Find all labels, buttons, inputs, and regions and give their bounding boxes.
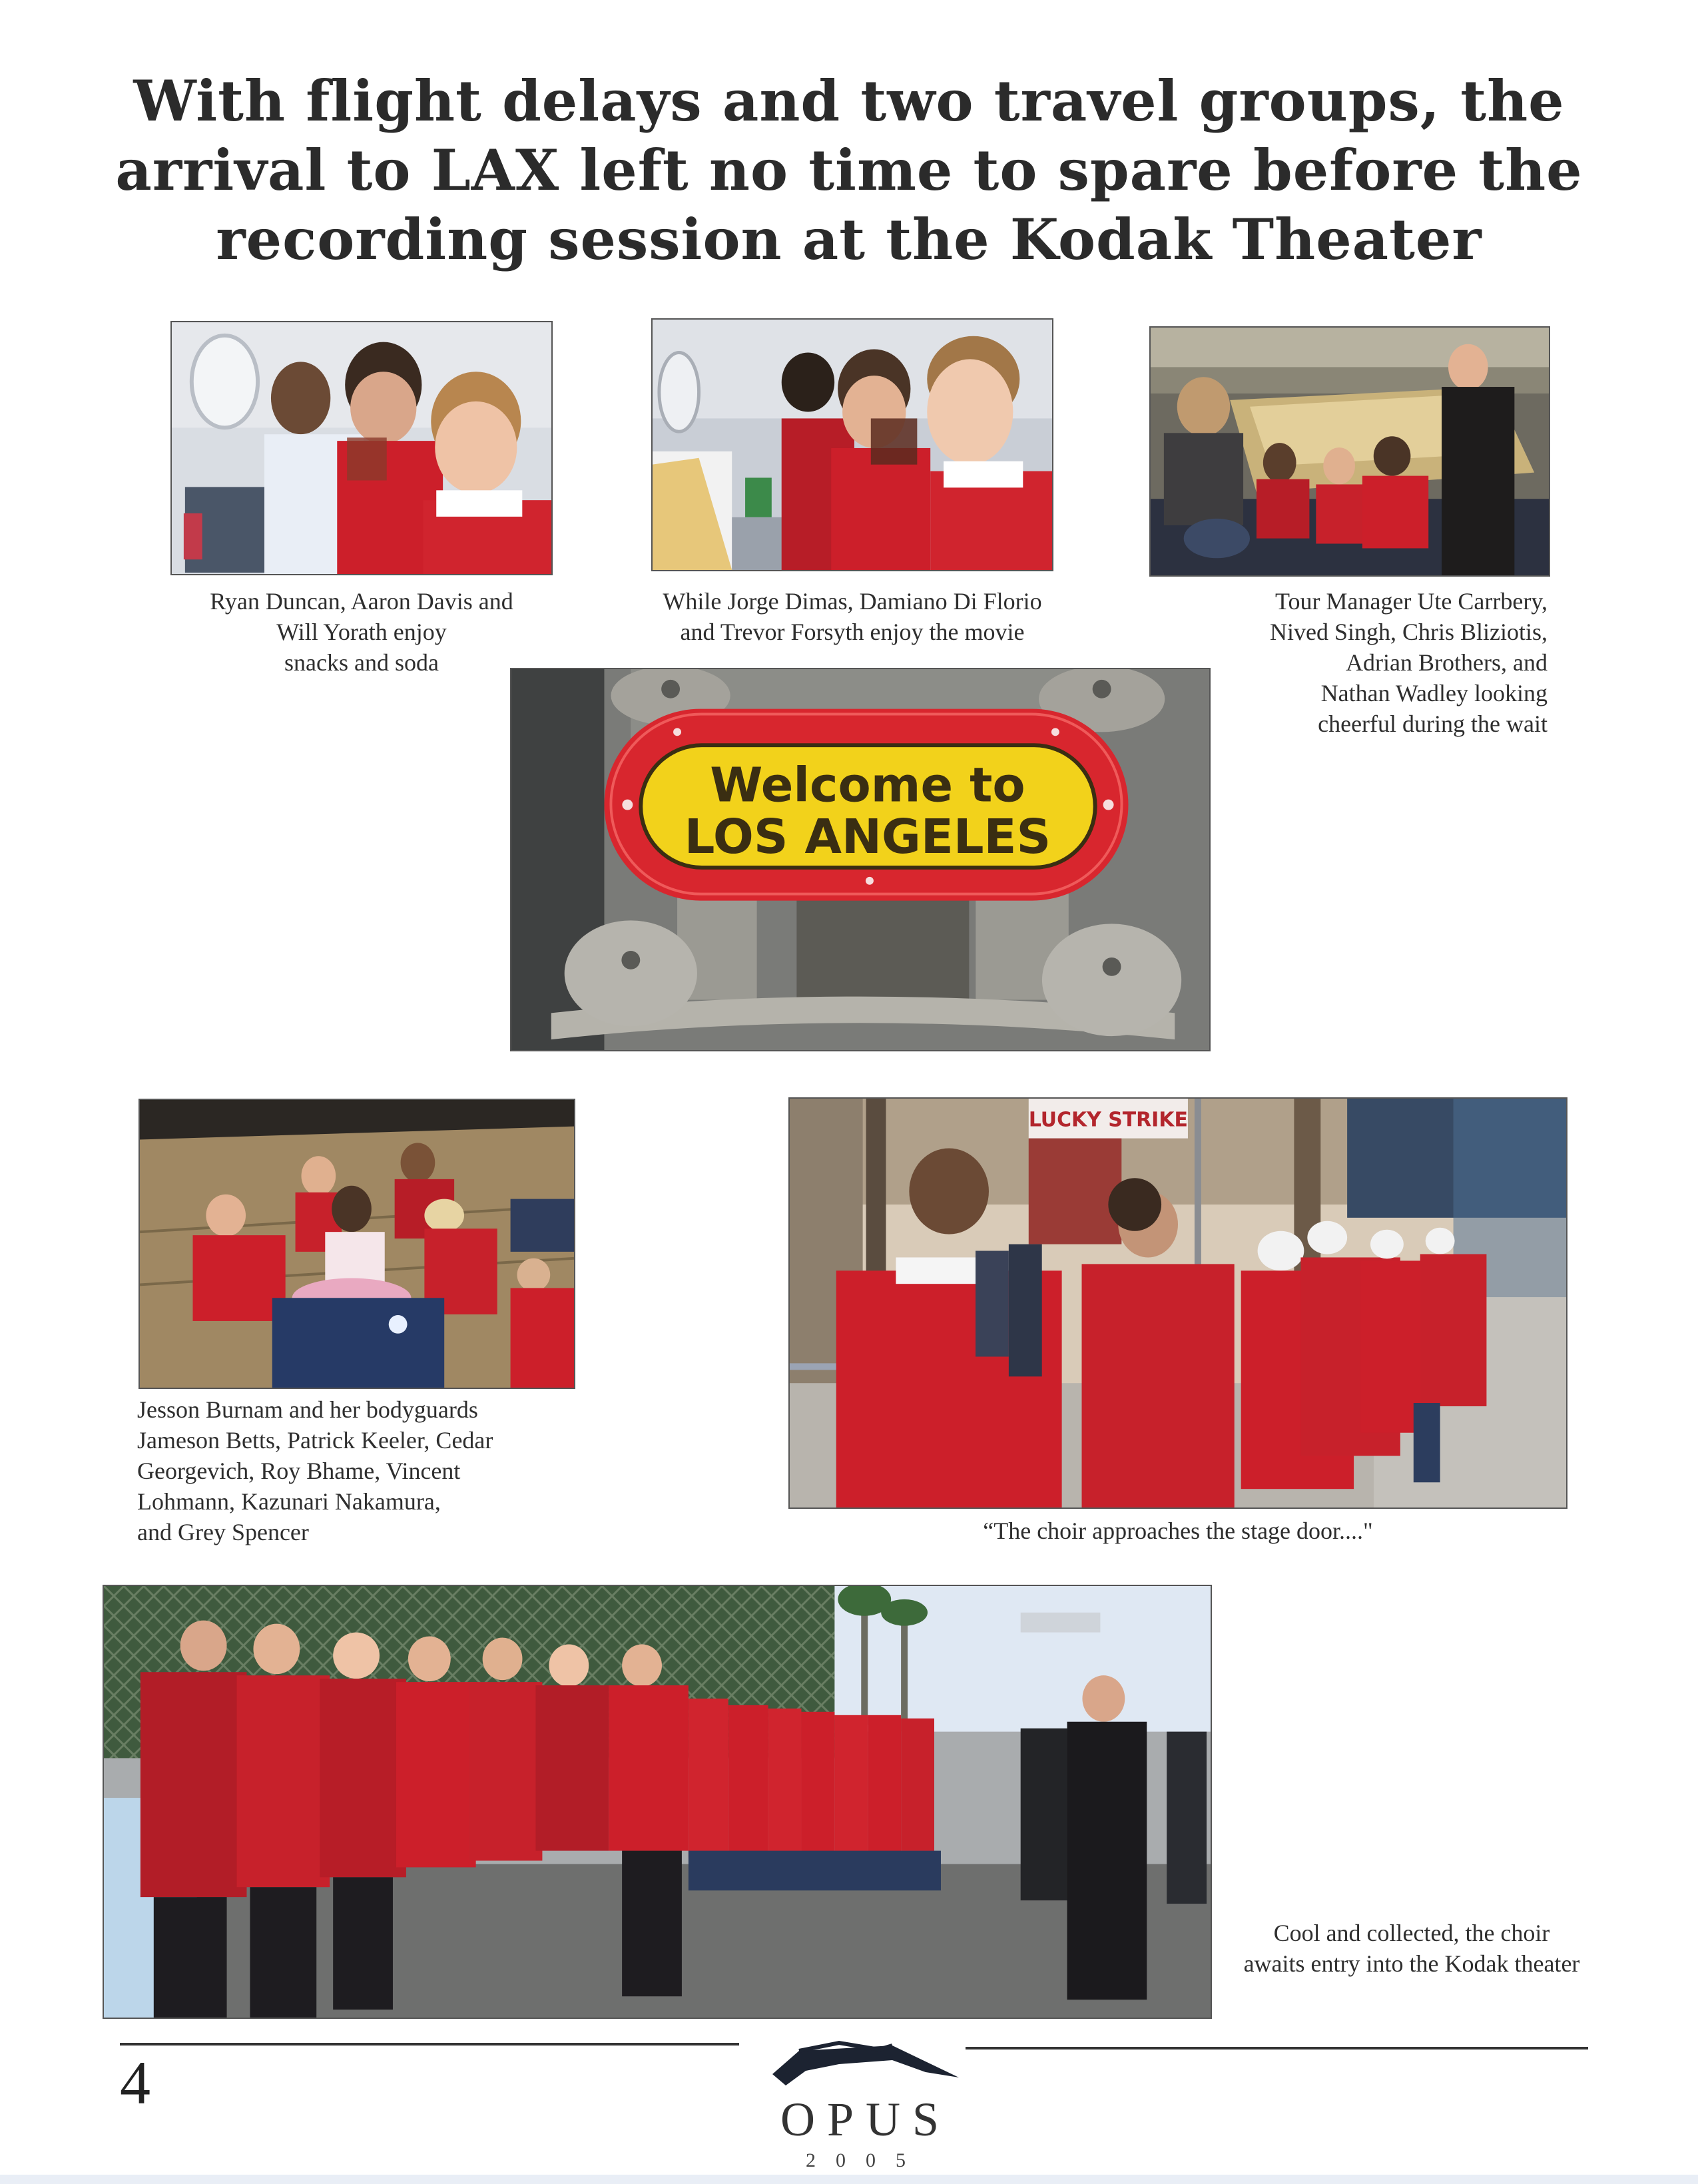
photo-plane-movie [651, 318, 1053, 571]
photo-plane-snacks [170, 321, 553, 575]
logo-year: 2005 [806, 2149, 926, 2171]
caption-line: Nived Singh, Chris Bliziotis, [1269, 619, 1548, 645]
caption-line: Jameson Betts, Patrick Keeler, Cedar [137, 1427, 493, 1454]
photo-street-line [103, 1585, 1212, 2019]
caption-line: snacks and soda [284, 649, 439, 676]
footer-rule-right [966, 2047, 1588, 2049]
caption-line: and Trevor Forsyth enjoy the movie [680, 619, 1025, 645]
sign-line-2: LOS ANGELES [684, 809, 1051, 865]
storefront-sign: LUCKY STRIKE [1028, 1108, 1188, 1132]
scan-edge [0, 2175, 1698, 2184]
caption-line: Georgevich, Roy Bhame, Vincent [137, 1458, 461, 1484]
photo-group-floor [139, 1099, 575, 1389]
page-title: With flight delays and two travel groups, the arrival to LAX left no time to spare before the recording session at the Kodak Theater [115, 68, 1583, 272]
photo-welcome-sign [510, 668, 1211, 1051]
caption-line: and Grey Spencer [137, 1519, 309, 1545]
caption-line: Lohmann, Kazunari Nakamura, [137, 1488, 441, 1515]
logo-wordmark: OPUS [780, 2093, 952, 2146]
caption-line: Tour Manager Ute Carrbery, [1275, 588, 1548, 615]
caption-plane-snacks [157, 586, 566, 678]
caption-line: Ryan Duncan, Aaron Davis and [210, 588, 513, 615]
caption-line: Nathan Wadley looking [1320, 680, 1548, 706]
caption-line: Adrian Brothers, and [1346, 649, 1548, 676]
caption-line: Will Yorath enjoy [276, 619, 447, 645]
caption-line: Jesson Burnam and her bodyguards [137, 1396, 478, 1423]
photo-stage-door [788, 1097, 1567, 1509]
caption-group-floor [137, 1394, 577, 1547]
photo-baggage-claim [1149, 326, 1550, 577]
caption-line: awaits entry into the Kodak theater [1243, 1950, 1580, 1977]
page-number: 4 [120, 2049, 150, 2117]
caption-stage-door: “The choir approaches the stage door...." [983, 1517, 1373, 1544]
caption-line: While Jorge Dimas, Damiano Di Florio [663, 588, 1042, 615]
caption-street-line [1212, 1918, 1611, 1979]
caption-line: cheerful during the wait [1318, 710, 1548, 737]
footer-rule-left [120, 2043, 739, 2046]
sign-line-1: Welcome to [710, 757, 1025, 813]
caption-plane-movie [613, 586, 1092, 647]
logo-swoosh-icon [759, 2038, 972, 2097]
caption-line: Cool and collected, the choir [1273, 1920, 1550, 1946]
opus-logo [759, 2038, 972, 2171]
